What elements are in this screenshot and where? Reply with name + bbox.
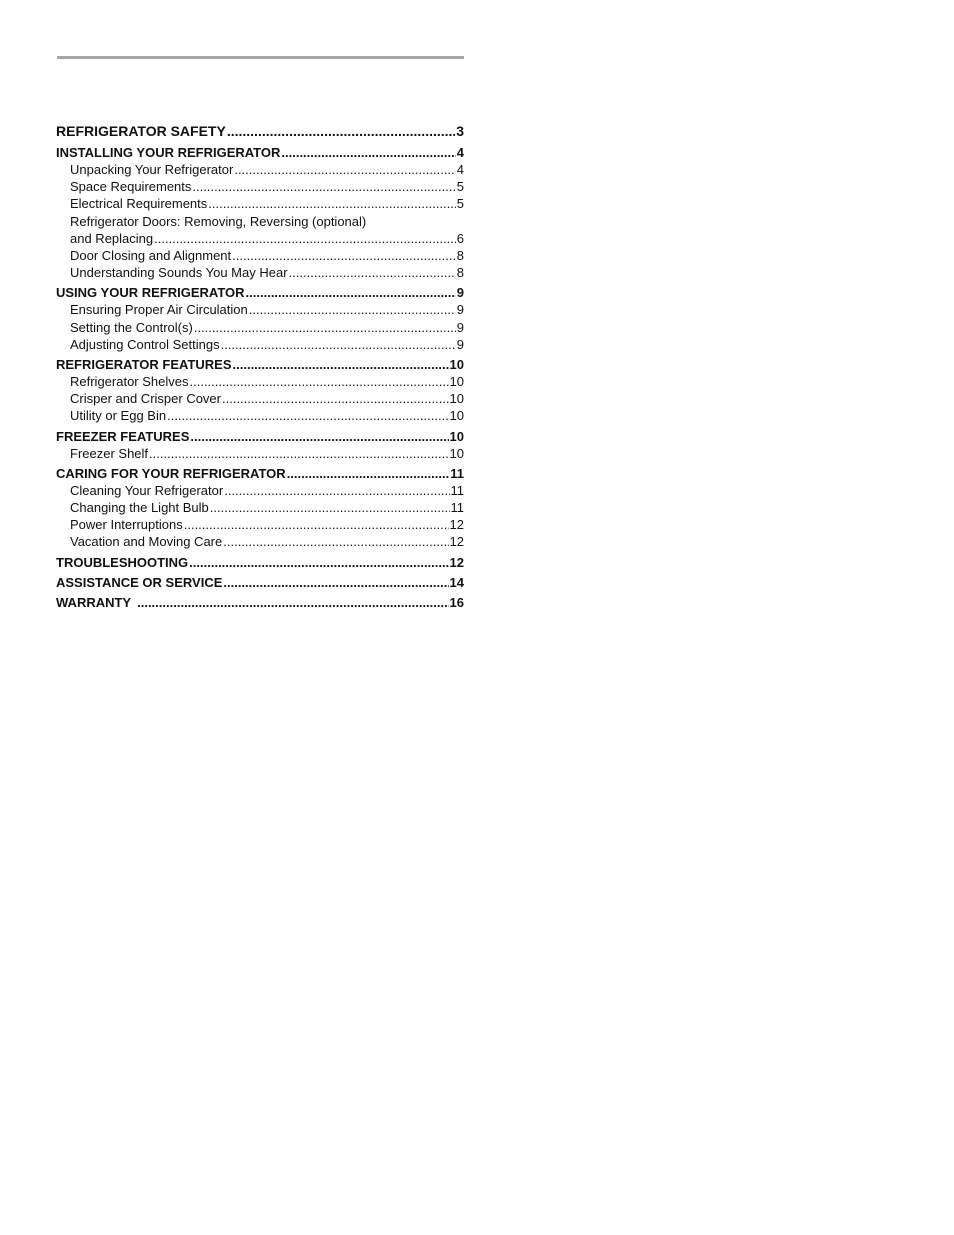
toc-section-title: ASSISTANCE OR SERVICE <box>56 574 223 590</box>
toc-item-title: Electrical Requirements <box>70 196 208 212</box>
dot-leader <box>232 247 456 264</box>
toc-item-cleaning[interactable] <box>56 482 464 499</box>
toc-section-title: USING YOUR REFRIGERATOR <box>56 285 245 301</box>
dot-leader <box>190 428 448 445</box>
toc-item-page: 10 <box>449 374 464 390</box>
toc-item-title: Utility or Egg Bin <box>70 408 167 424</box>
dot-leader <box>246 284 456 301</box>
toc-item-space-requirements[interactable] <box>56 178 464 195</box>
dot-leader <box>208 195 455 212</box>
toc-item-title: Ensuring Proper Air Circulation <box>70 302 248 318</box>
toc-item-crisper[interactable] <box>56 390 464 407</box>
toc-entry-title: REFRIGERATOR SAFETY <box>56 123 226 139</box>
dot-leader <box>233 356 449 373</box>
toc-section-page: 16 <box>449 594 464 610</box>
toc-section-installing[interactable] <box>56 144 464 161</box>
toc-entry-page: 3 <box>456 123 464 139</box>
toc-item-page: 12 <box>449 517 464 533</box>
toc-item-page: 8 <box>456 248 464 264</box>
toc-item-understanding-sounds[interactable] <box>56 264 464 281</box>
toc-item-title: Crisper and Crisper Cover <box>70 391 221 407</box>
toc-item-title: Setting the Control(s) <box>70 319 193 335</box>
toc-item-page: 11 <box>450 500 464 516</box>
toc-item-freezer-shelf[interactable] <box>56 445 464 462</box>
toc-item-page: 9 <box>456 336 464 352</box>
toc-section-title: REFRIGERATOR FEATURES <box>56 357 232 373</box>
dot-leader <box>223 533 448 550</box>
toc-item-title: Refrigerator Shelves <box>70 374 189 390</box>
toc-section-freezer-features[interactable] <box>56 428 464 445</box>
toc-section-assistance[interactable] <box>56 574 464 591</box>
toc-item-page: 12 <box>449 534 464 550</box>
toc-item-refrigerator-doors-cont[interactable] <box>56 230 464 247</box>
toc-section-troubleshooting[interactable] <box>56 554 464 571</box>
toc-item-refrigerator-doors[interactable] <box>56 213 464 230</box>
toc-section-page: 4 <box>456 145 464 160</box>
toc-item-page: 9 <box>456 302 464 318</box>
dot-leader <box>287 465 450 482</box>
dot-leader <box>184 516 449 533</box>
toc-section-page: 12 <box>449 554 464 570</box>
toc-section-title: INSTALLING YOUR REFRIGERATOR <box>56 145 281 160</box>
dot-leader <box>223 574 448 591</box>
toc-item-page: 8 <box>456 265 464 281</box>
toc-item-title: Power Interruptions <box>70 517 183 533</box>
toc-item-air-circulation[interactable] <box>56 301 464 318</box>
toc-item-page: 10 <box>449 445 464 461</box>
toc-item-title: Adjusting Control Settings <box>70 336 220 352</box>
toc-item-power-interruptions[interactable] <box>56 516 464 533</box>
toc-section-title: WARRANTY <box>56 594 132 610</box>
toc-item-light-bulb[interactable] <box>56 499 464 516</box>
toc-section-title: CARING FOR YOUR REFRIGERATOR <box>56 465 286 481</box>
dot-leader <box>227 122 455 140</box>
dot-leader <box>192 178 455 195</box>
dot-leader <box>234 161 455 178</box>
toc-section-warranty[interactable] <box>56 594 464 611</box>
dot-leader <box>190 373 449 390</box>
toc-item-egg-bin[interactable] <box>56 407 464 424</box>
dot-leader <box>222 390 449 407</box>
toc-item-title: Freezer Shelf <box>70 445 149 461</box>
toc-item-page: 5 <box>456 179 464 195</box>
dot-leader <box>137 594 448 611</box>
toc-section-page: 10 <box>449 357 464 373</box>
toc-item-page: 9 <box>456 319 464 335</box>
toc-item-title: Unpacking Your Refrigerator <box>70 162 234 177</box>
toc-item-electrical-requirements[interactable] <box>56 195 464 212</box>
table-of-contents <box>56 122 464 611</box>
dot-leader <box>167 407 448 424</box>
toc-item-title: Changing the Light Bulb <box>70 500 209 516</box>
toc-item-title: Space Requirements <box>70 179 192 195</box>
toc-item-page: 10 <box>449 391 464 407</box>
dot-leader <box>210 499 450 516</box>
toc-item-page: 5 <box>456 196 464 212</box>
toc-item-vacation-moving[interactable] <box>56 533 464 550</box>
dot-leader <box>189 554 448 571</box>
toc-item-door-closing[interactable] <box>56 247 464 264</box>
top-divider-rule <box>57 56 464 59</box>
toc-entry-refrigerator-safety[interactable] <box>56 122 464 140</box>
dot-leader <box>224 482 449 499</box>
toc-section-refrigerator-features[interactable] <box>56 356 464 373</box>
toc-section-page: 10 <box>449 428 464 444</box>
toc-section-caring[interactable] <box>56 465 464 482</box>
toc-section-page: 14 <box>449 574 464 590</box>
toc-item-refrigerator-shelves[interactable] <box>56 373 464 390</box>
dot-leader <box>149 445 448 462</box>
toc-item-page: 11 <box>450 482 464 498</box>
toc-item-title: Understanding Sounds You May Hear <box>70 265 288 281</box>
toc-item-adjusting-controls[interactable] <box>56 336 464 353</box>
dot-leader <box>249 301 456 318</box>
dot-leader <box>154 230 456 247</box>
dot-leader <box>281 144 455 161</box>
toc-item-page: 6 <box>456 230 464 246</box>
toc-item-title: Cleaning Your Refrigerator <box>70 482 224 498</box>
toc-section-title: TROUBLESHOOTING <box>56 554 189 570</box>
toc-item-title-continued: and Replacing <box>70 230 154 246</box>
toc-section-page: 9 <box>456 285 464 301</box>
toc-item-unpacking[interactable] <box>56 161 464 178</box>
toc-item-setting-controls[interactable] <box>56 319 464 336</box>
toc-item-page: 4 <box>456 162 464 177</box>
toc-section-page: 11 <box>450 465 464 481</box>
dot-leader <box>289 264 456 281</box>
toc-item-title: Door Closing and Alignment <box>70 248 232 264</box>
dot-leader <box>194 319 456 336</box>
toc-section-title: FREEZER FEATURES <box>56 428 190 444</box>
toc-item-title: Vacation and Moving Care <box>70 534 223 550</box>
toc-item-title: Refrigerator Doors: Removing, Reversing (optional) <box>70 213 367 229</box>
dot-leader <box>221 336 456 353</box>
toc-item-page: 10 <box>449 408 464 424</box>
toc-section-using[interactable] <box>56 284 464 301</box>
